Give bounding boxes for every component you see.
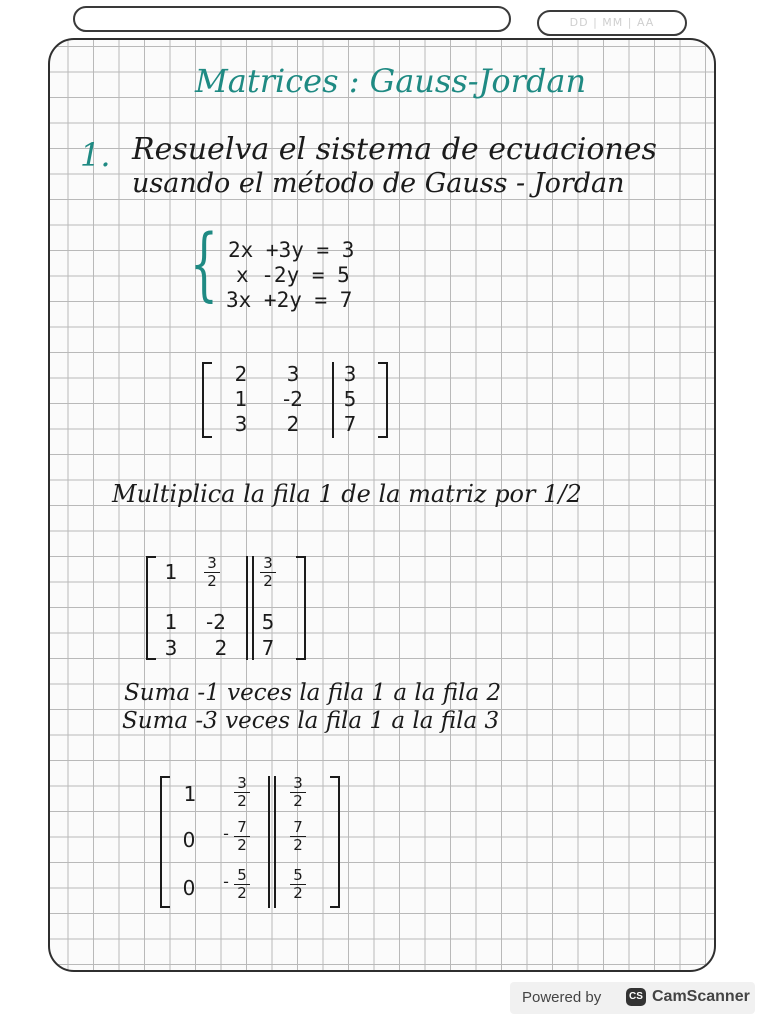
augment-bar-b — [252, 556, 254, 660]
augmented-matrix-step1 — [146, 556, 306, 660]
denominator: 2 — [293, 836, 303, 854]
m2-r3c3: 7 — [261, 636, 275, 660]
m3-r2c2-sign: - — [223, 824, 229, 843]
m3-r3c2-fraction — [234, 868, 250, 901]
m2-r2c2: -2 — [206, 610, 226, 634]
page-title: Matrices : Gauss-Jordan — [195, 62, 587, 100]
camscanner-watermark — [510, 982, 755, 1014]
camscanner-brand: CamScanner — [652, 988, 750, 1005]
notebook-page — [48, 38, 716, 972]
numerator: 3 — [293, 774, 303, 792]
m1-r1c3: 3 — [343, 362, 357, 386]
date-box: DD | MM | AA — [537, 10, 687, 36]
m3-r2c2-fraction — [234, 820, 250, 853]
problem-statement-line1: Resuelva el sistema de ecuaciones — [132, 132, 657, 167]
m2-r2c1: 1 — [164, 610, 178, 634]
augment-bar — [332, 362, 334, 438]
problem-statement-line2: usando el método de Gauss - Jordan — [132, 168, 625, 199]
m3-r1c3-fraction — [290, 776, 306, 809]
left-bracket — [146, 556, 156, 660]
numerator: 7 — [237, 818, 247, 836]
numerator: 3 — [263, 554, 273, 572]
augmented-matrix-initial — [202, 362, 388, 438]
m1-r1c1: 2 — [234, 362, 248, 386]
m2-r3c2: 2 — [214, 636, 228, 660]
m1-r3c3: 7 — [343, 412, 357, 436]
left-bracket — [160, 776, 170, 908]
m3-r3c1: 0 — [182, 876, 196, 900]
numerator: 7 — [293, 818, 303, 836]
m3-r1c1: 1 — [183, 782, 197, 806]
denominator: 2 — [263, 572, 273, 590]
m1-r3c2: 2 — [286, 412, 300, 436]
powered-by-label: Powered by — [522, 989, 602, 1006]
m2-r1c1: 1 — [164, 560, 178, 584]
top-header-bar — [73, 6, 511, 32]
right-bracket — [330, 776, 340, 908]
m1-r2c1: 1 — [234, 387, 248, 411]
denominator: 2 — [293, 792, 303, 810]
augment-bar-a — [268, 776, 270, 908]
m2-r1c2-fraction — [204, 556, 220, 589]
right-bracket — [378, 362, 388, 438]
equation-3: 3x +2y = 7 — [226, 288, 353, 312]
augment-bar-b — [274, 776, 276, 908]
problem-number: 1. — [80, 136, 111, 174]
m1-r3c1: 3 — [234, 412, 248, 436]
m1-r1c2: 3 — [286, 362, 300, 386]
m3-r3c3-fraction — [290, 868, 306, 901]
m2-r1c3-fraction — [260, 556, 276, 589]
augmented-matrix-step2 — [160, 776, 340, 908]
denominator: 2 — [207, 572, 217, 590]
system-brace: { — [190, 217, 218, 310]
denominator: 2 — [237, 836, 247, 854]
m1-r2c3: 5 — [343, 387, 357, 411]
m2-r3c1: 3 — [164, 636, 178, 660]
step-1-instruction: Multiplica la fila 1 de la matriz por 1/2 — [112, 480, 582, 508]
numerator: 5 — [237, 866, 247, 884]
m3-r3c2-sign: - — [223, 872, 229, 891]
m3-r1c2-fraction — [234, 776, 250, 809]
augment-bar-a — [246, 556, 248, 660]
numerator: 5 — [293, 866, 303, 884]
m2-r2c3: 5 — [261, 610, 275, 634]
step-2-instruction-line1: Suma -1 veces la fila 1 a la fila 2 — [124, 680, 502, 706]
m3-r2c3-fraction — [290, 820, 306, 853]
denominator: 2 — [237, 884, 247, 902]
equation-1: 2x +3y = 3 — [228, 238, 355, 262]
denominator: 2 — [293, 884, 303, 902]
m3-r2c1: 0 — [182, 828, 196, 852]
m1-r2c2: -2 — [283, 387, 303, 411]
step-2-instruction-line2: Suma -3 veces la fila 1 a la fila 3 — [122, 708, 500, 734]
denominator: 2 — [237, 792, 247, 810]
left-bracket — [202, 362, 212, 438]
numerator: 3 — [207, 554, 217, 572]
camscanner-logo-icon: CS — [626, 988, 646, 1006]
numerator: 3 — [237, 774, 247, 792]
equation-2: x -2y = 5 — [236, 263, 350, 287]
right-bracket — [296, 556, 306, 660]
